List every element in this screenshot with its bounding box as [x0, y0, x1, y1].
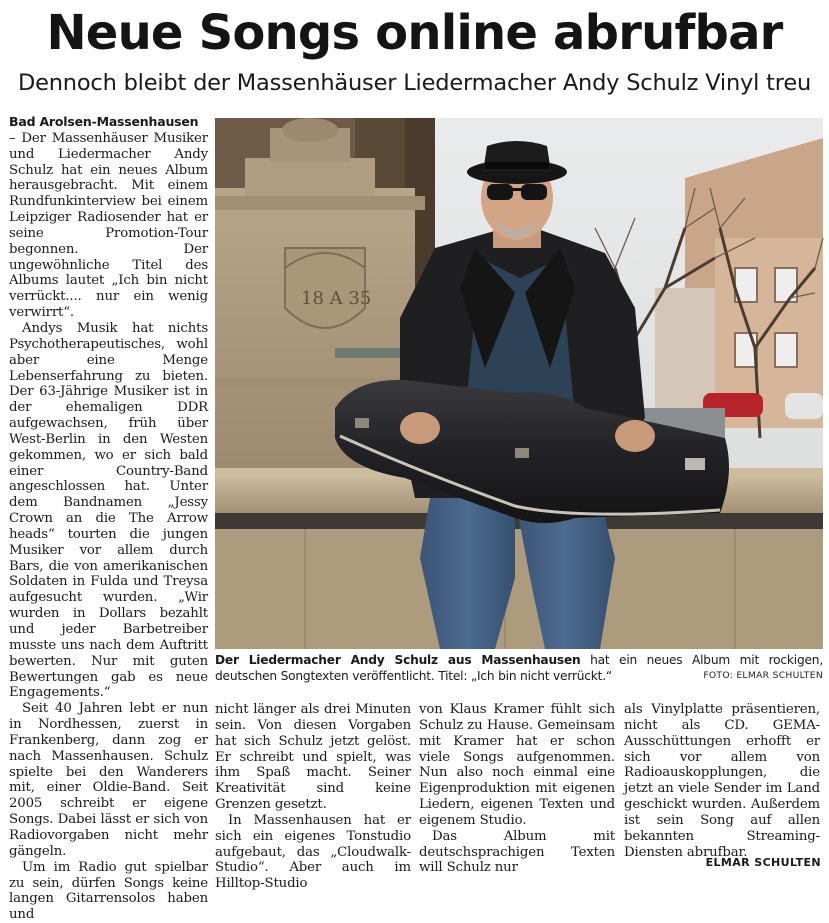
- paragraph-8: Das Album mit deutschsprachigen Texten will Schulz nur: [419, 828, 615, 876]
- paragraph-6: In Massenhausen hat er sich ein eigenes Tonstudio aufgebaut, das „Cloudwalk-Studio“. Aber auch im Hilltop-Studio: [215, 812, 411, 892]
- paragraph-2: Andys Musik hat nichts Psychotherapeutisches, wohl aber eine Menge Lebenserfahrung zu bieten. Der 63-Jährige Musiker ist in der ehemaligen DDR aufgewachsen, früh über West-Berlin in den Westen gekommen, wo er sich bald einer Country-Band angeschlossen hat. Unter dem Bandnamen „Jessy Crown an die The Arrow heads“ tourten die jungen Musiker vor allem durch Bars, die von amerikanischen Soldaten in Fulda und Treysa aufgesucht wurden. „Wir wurden in Dollars bezahlt und jeder Barbetreiber musste uns nach dem Auftritt bewerten. Nur mit guten Bewertungen gab es neue Engagements.“: [9, 320, 208, 701]
- article-column-4: [624, 702, 820, 860]
- article-column-3: [419, 702, 615, 876]
- article-column-1: [9, 114, 208, 923]
- subheadline: Dennoch bleibt der Massenhäuser Liedermacher Andy Schulz Vinyl treu: [17, 70, 812, 96]
- author-byline: ELMAR SCHULTEN: [705, 856, 821, 869]
- article-photo: [215, 118, 823, 649]
- paragraph-3: Seit 40 Jahren lebt er nun in Nordhessen, zuerst in Frankenberg, dann zog er nach Massenhausen. Schulz spielte bei den Wanderers mit, einer Oldie-Band. Seit 2005 schreibt er eigene Songs. Dabei lässt er sich von Radiovorgaben nicht mehr gängeln.: [9, 701, 208, 859]
- paragraph-1-text: – Der Massenhäuser Musiker und Liedermacher Andy Schulz hat ein neues Album herausgebracht. Mit einem Rundfunkinterview bei einem Leipziger Radiosender hat er seine Promotion-Tour begonnen. Der ungewöhnliche Titel des Albums lautet „Ich bin nicht verrückt.... nur ein wenig verwirrt“.: [9, 130, 208, 321]
- paragraph-9: als Vinylplatte präsentieren, nicht als CD. GEMA-Ausschüttungen erhofft er sich vor allem von Radioauskopplungen, die jetzt an viele Sender im Land geschickt wurden. Außerdem ist sein Song auf allen bekannten Streaming-Diensten abrufbar.: [624, 702, 820, 860]
- photo-illustration: [215, 118, 823, 649]
- photo-credit: FOTO: ELMAR SCHULTEN: [703, 670, 823, 681]
- dateline: Bad Arolsen-Massenhausen: [9, 114, 199, 129]
- article-column-2: [215, 702, 411, 892]
- paragraph-5: nicht länger als drei Minuten sein. Von diesen Vorgaben hat sich Schulz jetzt gelöst. Er schreibt und spielt, was ihm Spaß macht. Seiner Kreativität sind keine Grenzen gesetzt.: [215, 702, 411, 813]
- headline: Neue Songs online abrufbar: [46, 5, 783, 61]
- paragraph-1: [9, 114, 208, 321]
- caption-text: hat ein neues Album mit rockigen, deutschen Songtexten veröffentlicht. Titel: „Ich bin nicht verrückt.“: [215, 653, 823, 683]
- fountain-date: 18 A 35: [301, 288, 372, 309]
- caption-bold: Der Liedermacher Andy Schulz aus Massenhausen: [215, 653, 581, 667]
- paragraph-7: von Klaus Kramer fühlt sich Schulz zu Hause. Gemeinsam mit Kramer hat er schon viele Songs aufgenommen. Nun also noch einmal eine Eigenproduktion mit eigenen Liedern, eigenen Texten und eigenem Studio.: [419, 702, 615, 828]
- paragraph-4: Um im Radio gut spielbar zu sein, dürfen Songs keine langen Gitarrensolos haben und: [9, 859, 208, 923]
